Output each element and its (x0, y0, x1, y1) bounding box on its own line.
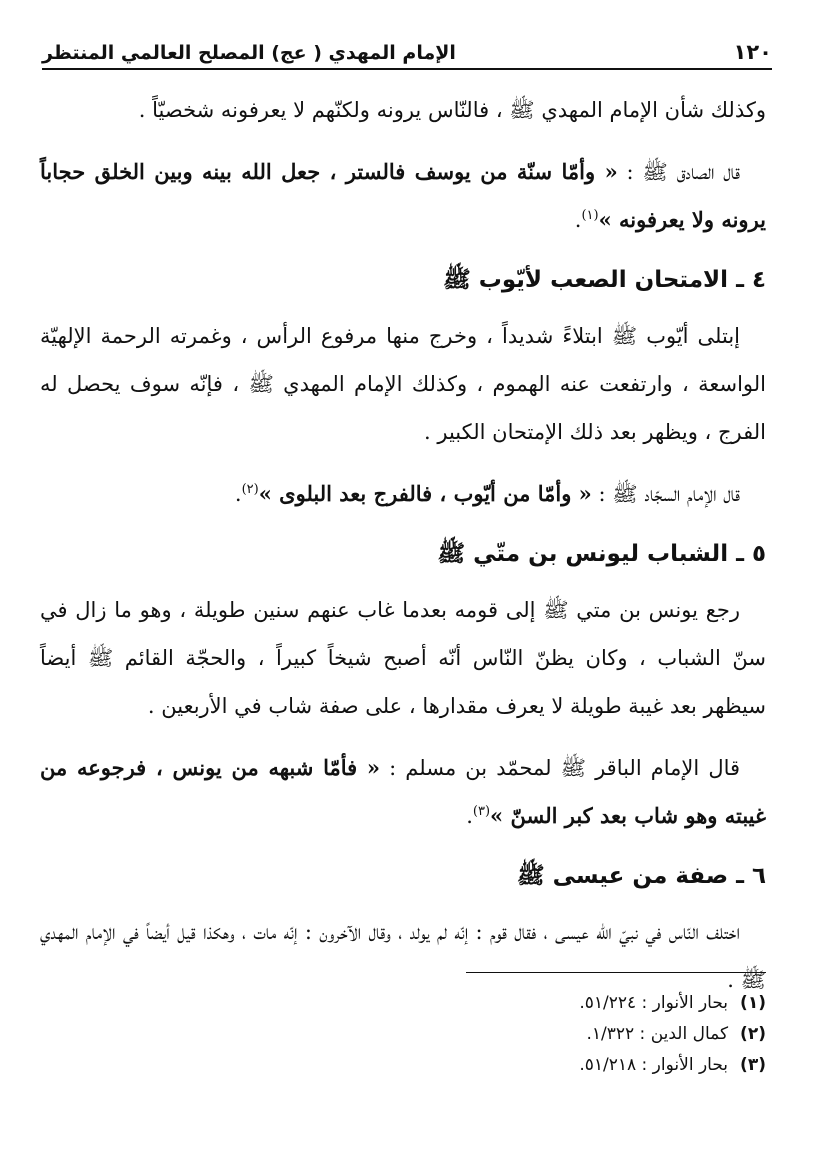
footnote-ref-2[interactable]: (٢) (241, 482, 259, 497)
footnote-ref-1[interactable]: (١) (581, 208, 599, 223)
paragraph-1: وكذلك شأن الإمام المهدي ﷺ ، فالنّاس يرونه ولكنّهم لا يعرفونه شخصيّاً . (138, 98, 766, 122)
page-number: ١٢٠ (733, 40, 772, 64)
section-heading-6: ٦ ـ صفة من عيسى ﷺ (516, 863, 766, 889)
paragraph-2 (40, 148, 766, 244)
footnote-number: (١) (740, 993, 766, 1013)
footnote-ref-3[interactable]: (٣) (472, 804, 491, 819)
footnote-3 (360, 1050, 766, 1081)
hadith-quote: « وأمّا من أيّوب ، فالفرج بعد البلوى » (258, 481, 592, 506)
sentence-end: . (574, 208, 582, 232)
footnote-text: بحار الأنوار : ٥١/٢١٨. (579, 1055, 729, 1075)
paragraph-4 (40, 470, 766, 518)
footnotes (360, 988, 766, 1081)
running-title: الإمام المهدي ( عج) المصلح العالمي المنتظر (42, 42, 456, 64)
sentence-end: . (234, 482, 242, 506)
footnote-number: (٣) (740, 1055, 766, 1075)
sentence-end: . (466, 804, 473, 828)
footnote-2 (360, 1019, 766, 1050)
quote-intro: قال الإمام الباقر ﷺ لمحمّد بن مسلم : (380, 756, 741, 780)
quote-intro: قال الإمام السجّاد ﷺ : (591, 482, 740, 506)
paragraph-7: اختلف النّاس في نبيّ الله عيسى ، فقال قوم : إنّه لم يولد ، وقال الآخرون : إنّه مات ، وهكذا قيل أيضاً في الإمام المهدي ﷺ . (40, 920, 766, 992)
footnote-1 (360, 988, 766, 1019)
running-header (42, 30, 772, 70)
paragraph-3: إبتلى أيّوب ﷺ ابتلاءً شديداً ، وخرج منها مرفوع الرأس ، وغمرته الرحمة الإلهيّة الواسعة ، وارتفعت عنه الهموم ، وكذلك الإمام المهدي ﷺ ، فإنّه سوف يحصل له الفرج ، ويظهر بعد ذلك الإمتحان الكبير . (40, 324, 766, 444)
hadith-quote: « وأمّا سنّة من يوسف فالستر ، جعل الله بينه وبين الخلق حجاباً يرونه ولا يعرفونه » (40, 159, 766, 232)
paragraph-5: رجع يونس بن متي ﷺ إلى قومه بعدما غاب عنهم سنين طويلة ، وهو ما زال في سنّ الشباب ، وكان يظنّ النّاس أنّه أصبح شيخاً كبيراً ، والحجّة القائم ﷺ أيضاً سيظهر بعد غيبة طويلة لا يعرف مقدارها ، على صفة شاب في الأربعين . (40, 598, 766, 718)
quote-intro: قال الصادق ﷺ : (617, 160, 740, 184)
main-text (40, 86, 766, 1018)
footnote-number: (٢) (740, 1024, 766, 1044)
hadith-quote: « فأمّا شبهه من يونس ، فرجوعه من غيبته وهو شاب بعد كبر السنّ » (40, 755, 766, 828)
section-heading-5: ٥ ـ الشباب ليونس بن متّي ﷺ (437, 541, 766, 567)
footnote-text: بحار الأنوار : ٥١/٢٢٤. (579, 993, 729, 1013)
footnote-divider (466, 972, 766, 973)
section-heading-4: ٤ ـ الامتحان الصعب لأيّوب ﷺ (442, 267, 766, 293)
paragraph-6 (40, 744, 766, 840)
footnote-text: كمال الدين : ١/٣٢٢. (586, 1024, 729, 1044)
